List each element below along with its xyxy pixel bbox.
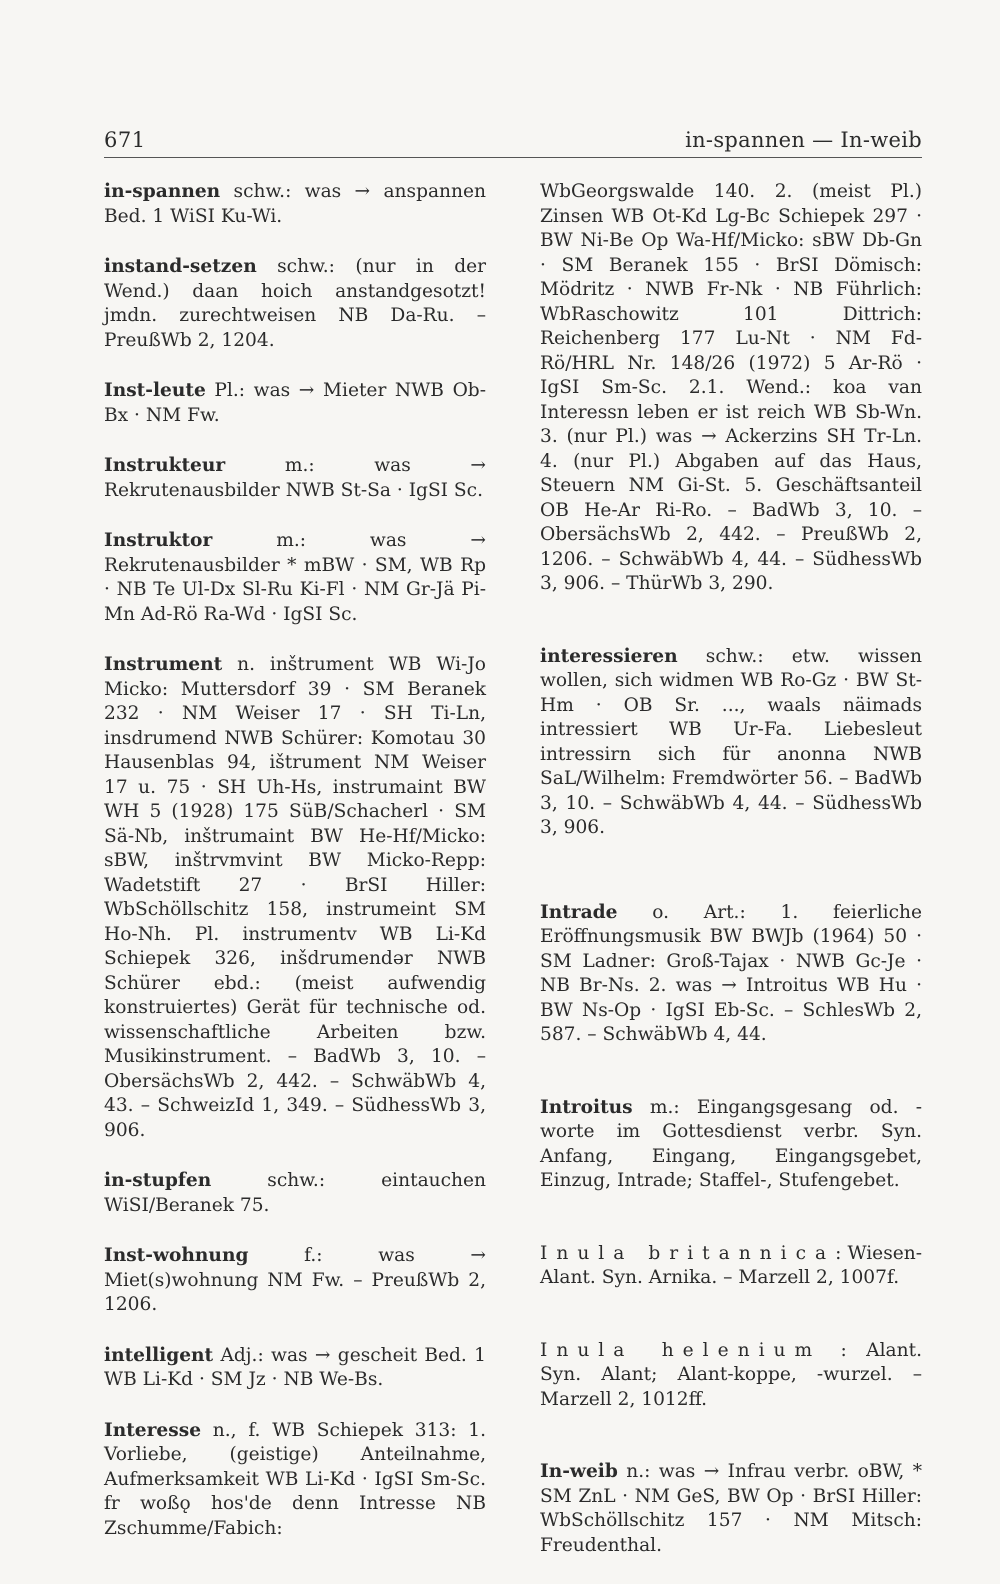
dictionary-entry: [104, 1419, 486, 1542]
entry-body: f.: was → Miet(s)wohnung NM Fw. – PreußWb 2, 1206.: [104, 1245, 486, 1315]
dictionary-entry: [540, 1339, 922, 1413]
entry-body: n.: was → Infrau verbr. oBW, * SM ZnL · NM GeS, BW Op · BrSI Hiller: WbSchöllschitz 157 · NM Mitsch: Freudenthal.: [540, 1461, 922, 1556]
dictionary-entry: [104, 1344, 486, 1393]
dictionary-entry: [104, 1169, 486, 1218]
headword: Inula britannica: [540, 1242, 836, 1264]
entry-body: m.: was → Rekrutenausbilder NWB St-Sa · IgSI Sc.: [104, 455, 486, 501]
entry-body: : Wiesen-Alant. Syn. Arnika. – Marzell 2, 1007f.: [540, 1242, 922, 1288]
headword: Inst-leute: [104, 380, 206, 401]
headword: Intrade: [540, 901, 618, 923]
dictionary-entry: [540, 1096, 922, 1194]
dictionary-entry: [540, 1242, 922, 1291]
entry-body: n. inštrument WB Wi-Jo Micko: Muttersdorf 39 · SM Beranek 232 · NM Weiser 17 · SH Ti-Ln, insdrumend NWB Schürer: Komotau 30 Hausenblas 94, ištrument NM Weiser 17 u. 75 · SH Uh-Hs, instrumaint BW WH 5 (1928) 175 SüB/Schacherl · SM Sä-Nb, inštrumaint BW He-Hf/Micko: sBW, inštrvmvint BW Micko-Repp: Wadetstift 27 · BrSI Hiller: WbSchöllschitz 158, instrumeint SM Ho-Nh. Pl. instrumentv WB Li-Kd Schiepek 326, inšdrumendər NWB Schürer ebd.: (meist aufwendig konstruiertes) Gerät für technische od. wissenschaftliche Arbeiten bzw. Musikinstrument. – BadWb 3, 10. – ObersächsWb 2, 442. – SchwäbWb 4, 43. – SchweizId 1, 349. – SüdhessWb 3, 906.: [104, 654, 486, 1141]
dictionary-entry: [104, 529, 486, 627]
entry-body: schw.: eintauchen WiSI/Beranek 75.: [104, 1170, 486, 1216]
headword: in-spannen: [104, 181, 221, 202]
entry-body: WbGeorgswalde 140. 2. (meist Pl.) Zinsen WB Ot-Kd Lg-Bc Schiepek 297 · BW Ni-Be Op Wa-Hf/Micko: sBW Db-Gn · SM Beranek 155 · BrSI Dömisch: Mödritz · NWB Fr-Nk · NB Führlich: WbRaschowitz 101 Dittrich: Reichenberg 177 Lu-Nt · NM Fd-Rö/HRL Nr. 148/26 (1972) 5 Ar-Rö · IgSI Sm-Sc. 2.1. Wend.: koa van Interessn leben er ist reich WB Sb-Wn. 3. (nur Pl.) was → Ackerzins SH Tr-Ln. 4. (nur Pl.) Abgaben auf das Haus, Steuern NM Gi-St. 5. Geschäftsanteil OB He-Ar Ri-Ro. – BadWb 3, 10. – ObersächsWb 2, 442. – PreußWb 2, 1206. – SchwäbWb 4, 44. – SüdhessWb 3, 906. – ThürWb 3, 290.: [540, 181, 922, 594]
dictionary-entry-continued: [540, 180, 922, 597]
headword: Instrument: [104, 654, 223, 675]
entry-body: schw.: was → anspannen Bed. 1 WiSI Ku-Wi.: [104, 181, 486, 227]
dictionary-entry: [104, 379, 486, 428]
dictionary-entry: [540, 901, 922, 1048]
dictionary-entry: [104, 454, 486, 503]
entry-body: Adj.: was → gescheit Bed. 1 WB Li-Kd · SM Jz · NB We-Bs.: [104, 1344, 486, 1390]
headword: Interesse: [104, 1419, 202, 1441]
dictionary-entry: [540, 1460, 922, 1558]
entry-body: o. Art.: 1. feierliche Eröffnungsmusik BW BWJb (1964) 50 · SM Ladner: Groß-Tajax · NWB Gc-Je · NB Br-Ns. 2. was → Introitus WB Hu · BW Ns-Op · IgSI Eb-Sc. – SchlesWb 2, 587. – SchwäbWb 4, 44.: [540, 901, 922, 1045]
dictionary-entry: [540, 645, 922, 841]
headword: In-weib: [540, 1461, 618, 1482]
entry-body: schw.: etw. wissen wollen, sich widmen WB Ro-Gz · BW St-Hm · OB Sr. ..., waals näimads intressiert WB Ur-Fa. Liebesleut intressirn sich für anonna NWB SaL/Wilhelm: Fremdwörter 56. – BadWb 3, 10. – SchwäbWb 4, 44. – SüdhessWb 3, 906.: [540, 645, 922, 838]
headword: intelligent: [104, 1344, 214, 1366]
dictionary-entry: [104, 1244, 486, 1318]
header-rule: [104, 157, 922, 158]
headword: in-stupfen: [104, 1170, 212, 1191]
dictionary-entry: [104, 180, 486, 229]
headword: Inst-wohnung: [104, 1245, 249, 1266]
entry-body: m.: Eingangsgesang od. -worte im Gottesdienst verbr. Syn. Anfang, Eingang, Eingangsgebet, Einzug, Intrade; Staffel-, Stufengebet.: [540, 1096, 922, 1191]
left-column: [104, 180, 486, 1567]
headword: Instruktor: [104, 530, 213, 551]
headword: interessieren: [540, 645, 678, 667]
entry-body: n., f. WB Schiepek 313: 1. Vorliebe, (geistige) Anteilnahme, Aufmerksamkeit WB Li-Kd · IgSI Sm-Sc. fr woßǫ hos'de denn Intresse NB Zschumme/Fabich:: [104, 1419, 486, 1539]
entry-body: schw.: (nur in der Wend.) daan hoich anstandgesotzt! jmdn. zurechtweisen NB Da-Ru. – PreußWb 2, 1204.: [104, 256, 486, 351]
dictionary-entry: [104, 255, 486, 353]
dictionary-entry: [104, 653, 486, 1143]
headword: Introitus: [540, 1096, 633, 1118]
headword: Instrukteur: [104, 455, 226, 476]
page-header: [104, 128, 922, 158]
entry-body: Pl.: was → Mieter NWB Ob-Bx · NM Fw.: [104, 380, 486, 426]
page-number: 671: [104, 128, 146, 152]
entry-body: : Alant. Syn. Alant; Alant-koppe, -wurzel. – Marzell 2, 1012ff.: [540, 1339, 923, 1410]
running-head: in-spannen — In-weib: [685, 128, 922, 152]
entry-body: m.: was → Rekrutenausbilder * mBW · SM, WB Rp · NB Te Ul-Dx Sl-Ru Ki-Fl · NM Gr-Jä Pi-Mn Ad-Rö Ra-Wd · IgSI Sc.: [104, 530, 486, 625]
right-column: [540, 180, 922, 1584]
headword: instand-setzen: [104, 256, 257, 277]
headword: Inula helenium: [540, 1339, 822, 1361]
